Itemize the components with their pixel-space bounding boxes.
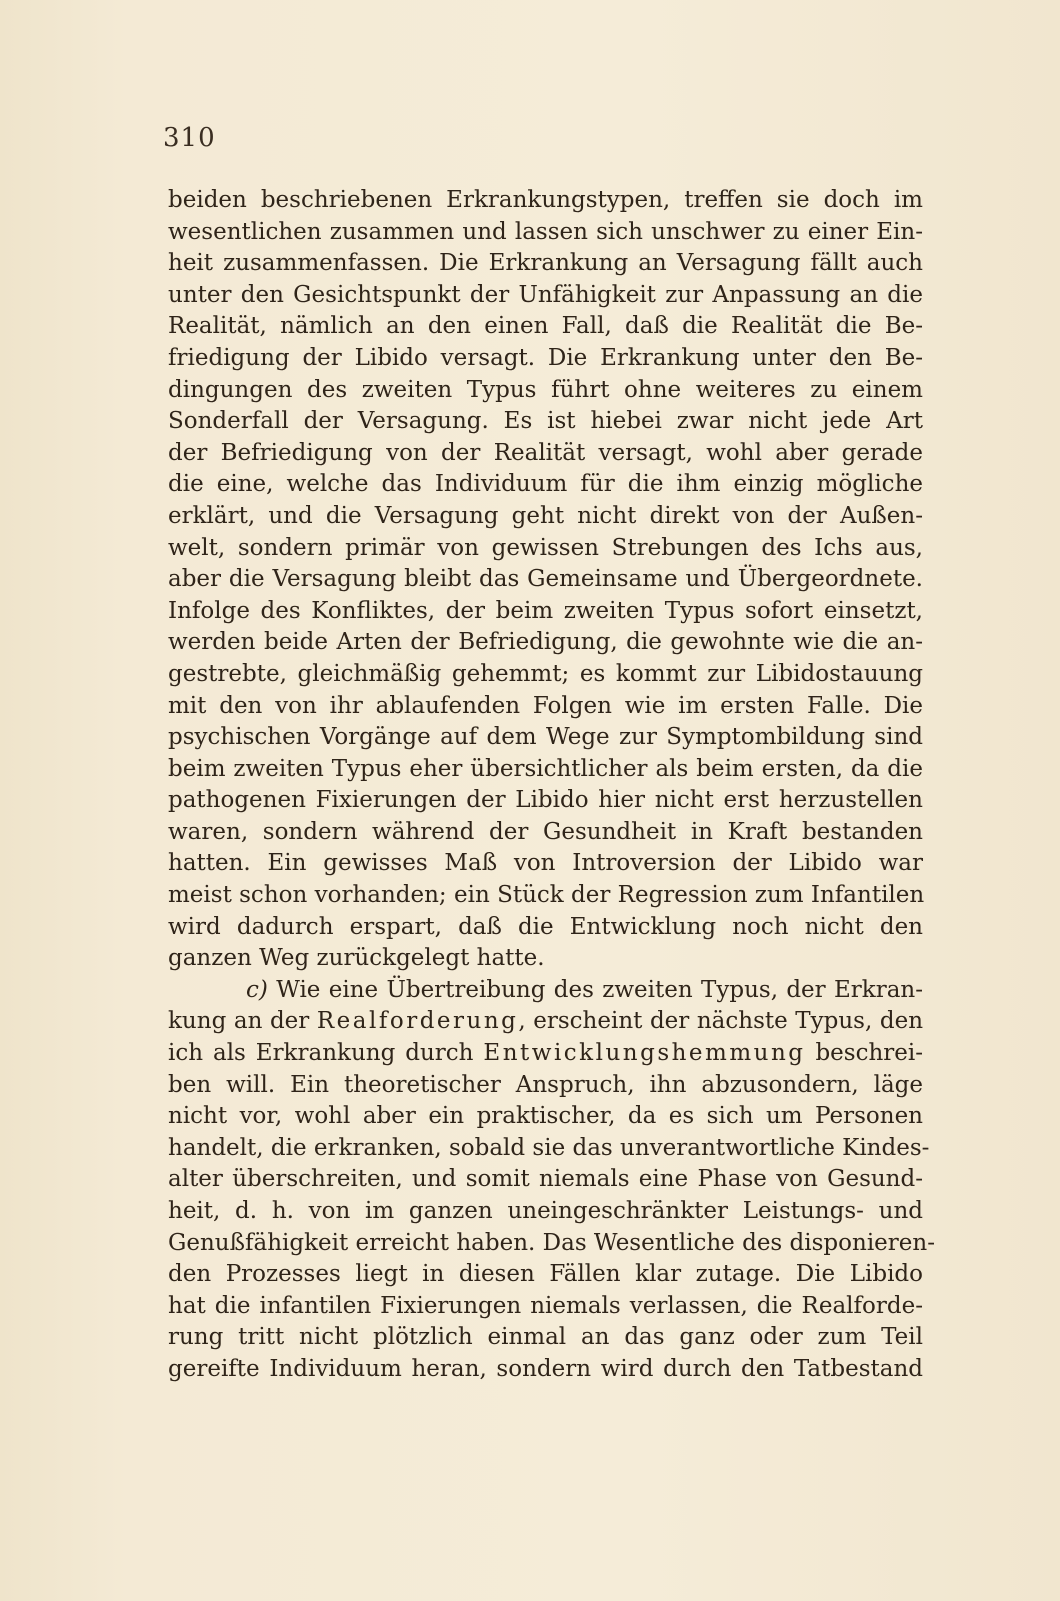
- text-line: der Befriedigung von der Realität versagt, wohl aber gerade: [168, 439, 923, 466]
- case-label: c): [246, 976, 268, 1003]
- text-line: hatten. Ein gewisses Maß von Introversion der Libido war: [168, 850, 923, 877]
- text-line: Realität, nämlich an den einen Fall, daß die Realität die Be-: [168, 313, 923, 340]
- text-line: Sonderfall der Versagung. Es ist hiebei zwar nicht jede Art: [168, 408, 923, 435]
- text-line: hat die infantilen Fixierungen niemals verlassen, die Realforde-: [168, 1292, 923, 1319]
- paragraph-c-line1: Wie eine Übertreibung des zweiten Typus, der Erkran-: [276, 976, 924, 1003]
- text-segment: beschrei-: [815, 1040, 924, 1067]
- text-line: gestrebte, gleichmäßig gehemmt; es kommt zur Libidostauung: [168, 660, 923, 687]
- text-line: alter überschreiten, und somit niemals eine Phase von Gesund-: [168, 1166, 923, 1193]
- text-line: ben will. Ein theoretischer Anspruch, ihn abzusondern, läge: [168, 1071, 923, 1098]
- text-line: die eine, welche das Individuum für die ihm einzig mögliche: [168, 471, 923, 498]
- text-line: mit den von ihr ablaufenden Folgen wie im ersten Falle. Die: [168, 692, 923, 719]
- text-line: den Prozesses liegt in diesen Fällen klar zutage. Die Libido: [168, 1261, 923, 1288]
- text-line: rung tritt nicht plötzlich einmal an das ganz oder zum Teil: [168, 1324, 923, 1351]
- text-segment: kung an der: [168, 1008, 310, 1035]
- text-line: psychischen Vorgänge auf dem Wege zur Symptombildung sind: [168, 724, 923, 751]
- text-line: heit zusammenfassen. Die Erkrankung an Versagung fällt auch: [168, 250, 923, 277]
- text-line: werden beide Arten der Befriedigung, die gewohnte wie die an-: [168, 629, 923, 656]
- text-line: welt, sondern primär von gewissen Strebungen des Ichs aus,: [168, 534, 923, 561]
- text-line: friedigung der Libido versagt. Die Erkrankung unter den Be-: [168, 344, 923, 371]
- text-line: dingungen des zweiten Typus führt ohne weiteres zu einem: [168, 376, 923, 403]
- text-line: pathogenen Fixierungen der Libido hier nicht erst herzustellen: [168, 787, 923, 814]
- page-number: 310: [163, 123, 216, 153]
- term-entwicklungshemmung: Entwicklungshemmung: [483, 1040, 806, 1067]
- text-line: wird dadurch erspart, daß die Entwicklung noch nicht den: [168, 913, 923, 940]
- text-line: gereifte Individuum heran, sondern wird durch den Tatbestand: [168, 1355, 923, 1382]
- text-line: Infolge des Konfliktes, der beim zweiten Typus sofort einsetzt,: [168, 597, 923, 624]
- text-line: meist schon vorhanden; ein Stück der Regression zum Infantilen: [168, 882, 925, 909]
- text-line: erklärt, und die Versagung geht nicht direkt von der Außen-: [168, 502, 923, 529]
- text-line: handelt, die erkranken, sobald sie das unverantwortliche Kindes-: [168, 1134, 930, 1161]
- body-text: [168, 185, 935, 1386]
- text-segment: , erscheint der nächste Typus, den: [518, 1008, 924, 1035]
- text-segment: ich als Erkrankung durch: [168, 1040, 474, 1067]
- text-line: beim zweiten Typus eher übersichtlicher als beim ersten, da die: [168, 755, 923, 782]
- text-line: unter den Gesichtspunkt der Unfähigkeit zur Anpassung an die: [168, 281, 923, 308]
- text-line: wesentlichen zusammen und lassen sich unschwer zu einer Ein-: [168, 218, 923, 245]
- text-line: beiden beschriebenen Erkrankungstypen, treffen sie doch im: [168, 187, 923, 213]
- term-realforderung: Realforderung: [316, 1008, 519, 1035]
- text-line: aber die Versagung bleibt das Gemeinsame und Übergeordnete.: [168, 566, 923, 593]
- paragraph-end-line: ganzen Weg zurückgelegt hatte.: [168, 945, 545, 972]
- text-line: waren, sondern während der Gesundheit in Kraft bestanden: [168, 818, 923, 845]
- text-line: Genußfähigkeit erreicht haben. Das Wesentliche des disponieren-: [168, 1229, 935, 1256]
- text-line: heit, d. h. von im ganzen uneingeschränkter Leistungs- und: [168, 1198, 923, 1224]
- text-line: [168, 1006, 923, 1038]
- text-line: [168, 1038, 923, 1070]
- text-line: nicht vor, wohl aber ein praktischer, da es sich um Personen: [168, 1103, 923, 1130]
- paragraph-c-first-line: [168, 975, 923, 1007]
